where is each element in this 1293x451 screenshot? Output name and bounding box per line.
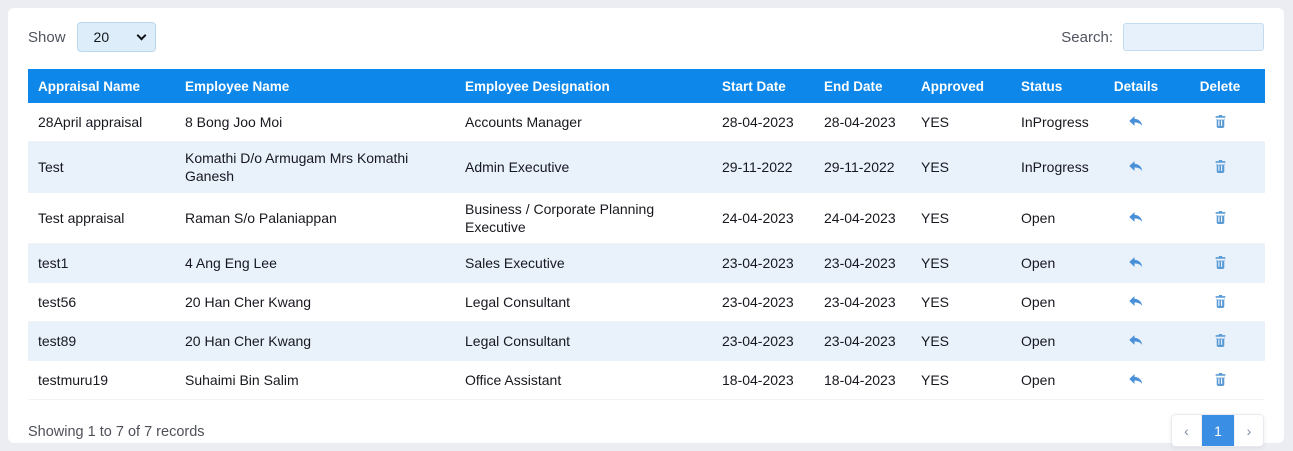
table-row bbox=[28, 103, 1265, 142]
cell-details bbox=[1097, 244, 1175, 283]
cell-approved: YES bbox=[911, 361, 1011, 400]
cell-start-date: 28-04-2023 bbox=[712, 103, 814, 142]
table-row bbox=[28, 193, 1265, 244]
column-header-status: Status bbox=[1011, 69, 1097, 103]
details-button[interactable] bbox=[1123, 251, 1149, 273]
show-label: Show bbox=[28, 28, 66, 46]
delete-button[interactable] bbox=[1210, 331, 1231, 350]
trash-icon bbox=[1214, 114, 1227, 129]
cell-status: Open bbox=[1011, 361, 1097, 400]
cell-end-date: 23-04-2023 bbox=[814, 244, 911, 283]
cell-status: InProgress bbox=[1011, 142, 1097, 193]
cell-end-date: 18-04-2023 bbox=[814, 361, 911, 400]
cell-details bbox=[1097, 283, 1175, 322]
details-button[interactable] bbox=[1123, 110, 1149, 132]
cell-delete bbox=[1175, 361, 1265, 400]
header-row bbox=[28, 69, 1265, 103]
cell-delete bbox=[1175, 244, 1265, 283]
cell-designation: Office Assistant bbox=[455, 361, 712, 400]
cell-status: Open bbox=[1011, 283, 1097, 322]
cell-employee-name: 4 Ang Eng Lee bbox=[175, 244, 455, 283]
reply-arrow-icon bbox=[1127, 253, 1145, 271]
cell-appraisal-name: test1 bbox=[28, 244, 175, 283]
appraisal-table bbox=[28, 69, 1265, 400]
delete-button[interactable] bbox=[1210, 157, 1231, 176]
table-row bbox=[28, 361, 1265, 400]
reply-arrow-icon bbox=[1127, 331, 1145, 349]
column-header-start-date: Start Date bbox=[712, 69, 814, 103]
cell-delete bbox=[1175, 193, 1265, 244]
cell-appraisal-name: test56 bbox=[28, 283, 175, 322]
cell-status: InProgress bbox=[1011, 103, 1097, 142]
pagination-next-button[interactable]: › bbox=[1234, 415, 1263, 446]
cell-delete bbox=[1175, 103, 1265, 142]
table-row bbox=[28, 142, 1265, 193]
table-card bbox=[8, 8, 1284, 443]
cell-status: Open bbox=[1011, 193, 1097, 244]
reply-arrow-icon bbox=[1127, 370, 1145, 388]
cell-start-date: 18-04-2023 bbox=[712, 361, 814, 400]
cell-start-date: 23-04-2023 bbox=[712, 244, 814, 283]
cell-status: Open bbox=[1011, 322, 1097, 361]
cell-details bbox=[1097, 322, 1175, 361]
column-header-details: Details bbox=[1097, 69, 1175, 103]
cell-end-date: 23-04-2023 bbox=[814, 283, 911, 322]
cell-end-date: 29-11-2022 bbox=[814, 142, 911, 193]
pagination bbox=[1171, 414, 1264, 447]
cell-details bbox=[1097, 193, 1175, 244]
column-header-appraisal-name: Appraisal Name bbox=[28, 69, 175, 103]
delete-button[interactable] bbox=[1210, 253, 1231, 272]
details-button[interactable] bbox=[1123, 329, 1149, 351]
cell-delete bbox=[1175, 283, 1265, 322]
cell-appraisal-name: Test appraisal bbox=[28, 193, 175, 244]
table-row bbox=[28, 244, 1265, 283]
cell-appraisal-name: test89 bbox=[28, 322, 175, 361]
column-header-approved: Approved bbox=[911, 69, 1011, 103]
cell-designation: Admin Executive bbox=[455, 142, 712, 193]
delete-button[interactable] bbox=[1210, 292, 1231, 311]
cell-employee-name: 20 Han Cher Kwang bbox=[175, 283, 455, 322]
reply-arrow-icon bbox=[1127, 112, 1145, 130]
cell-employee-name: Suhaimi Bin Salim bbox=[175, 361, 455, 400]
cell-designation: Legal Consultant bbox=[455, 322, 712, 361]
page-size-select-wrap bbox=[77, 22, 156, 52]
cell-appraisal-name: testmuru19 bbox=[28, 361, 175, 400]
table-row bbox=[28, 322, 1265, 361]
details-button[interactable] bbox=[1123, 290, 1149, 312]
records-summary: Showing 1 to 7 of 7 records bbox=[28, 423, 205, 440]
cell-designation: Business / Corporate Planning Executive bbox=[455, 193, 712, 244]
reply-arrow-icon bbox=[1127, 157, 1145, 175]
cell-delete bbox=[1175, 322, 1265, 361]
cell-details bbox=[1097, 103, 1175, 142]
cell-details bbox=[1097, 361, 1175, 400]
column-header-end-date: End Date bbox=[814, 69, 911, 103]
table-body bbox=[28, 103, 1265, 400]
column-header-employee-name: Employee Name bbox=[175, 69, 455, 103]
cell-end-date: 28-04-2023 bbox=[814, 103, 911, 142]
trash-icon bbox=[1214, 159, 1227, 174]
column-header-employee-designation: Employee Designation bbox=[455, 69, 712, 103]
trash-icon bbox=[1214, 294, 1227, 309]
trash-icon bbox=[1214, 333, 1227, 348]
reply-arrow-icon bbox=[1127, 292, 1145, 310]
table-row bbox=[28, 283, 1265, 322]
cell-approved: YES bbox=[911, 283, 1011, 322]
cell-designation: Sales Executive bbox=[455, 244, 712, 283]
search-input[interactable] bbox=[1123, 23, 1264, 51]
cell-appraisal-name: 28April appraisal bbox=[28, 103, 175, 142]
delete-button[interactable] bbox=[1210, 370, 1231, 389]
pagination-prev-button[interactable]: ‹ bbox=[1172, 415, 1201, 446]
details-button[interactable] bbox=[1123, 206, 1149, 228]
cell-end-date: 24-04-2023 bbox=[814, 193, 911, 244]
cell-employee-name: Komathi D/o Armugam Mrs Komathi Ganesh bbox=[175, 142, 455, 193]
cell-approved: YES bbox=[911, 193, 1011, 244]
cell-end-date: 23-04-2023 bbox=[814, 322, 911, 361]
cell-start-date: 23-04-2023 bbox=[712, 322, 814, 361]
cell-appraisal-name: Test bbox=[28, 142, 175, 193]
search-label: Search: bbox=[1061, 28, 1113, 46]
details-button[interactable] bbox=[1123, 368, 1149, 390]
cell-designation: Accounts Manager bbox=[455, 103, 712, 142]
table-header bbox=[28, 69, 1265, 103]
cell-employee-name: Raman S/o Palaniappan bbox=[175, 193, 455, 244]
cell-start-date: 23-04-2023 bbox=[712, 283, 814, 322]
cell-approved: YES bbox=[911, 244, 1011, 283]
cell-designation: Legal Consultant bbox=[455, 283, 712, 322]
cell-start-date: 29-11-2022 bbox=[712, 142, 814, 193]
cell-approved: YES bbox=[911, 103, 1011, 142]
table-footer bbox=[28, 414, 1264, 447]
table-controls bbox=[28, 22, 1264, 52]
cell-status: Open bbox=[1011, 244, 1097, 283]
cell-start-date: 24-04-2023 bbox=[712, 193, 814, 244]
pagination-page-1-button[interactable]: 1 bbox=[1201, 415, 1234, 446]
cell-employee-name: 20 Han Cher Kwang bbox=[175, 322, 455, 361]
delete-button[interactable] bbox=[1210, 208, 1231, 227]
cell-delete bbox=[1175, 142, 1265, 193]
cell-approved: YES bbox=[911, 322, 1011, 361]
delete-button[interactable] bbox=[1210, 112, 1231, 131]
column-header-delete: Delete bbox=[1175, 69, 1265, 103]
details-button[interactable] bbox=[1123, 155, 1149, 177]
reply-arrow-icon bbox=[1127, 208, 1145, 226]
trash-icon bbox=[1214, 255, 1227, 270]
page-size-select[interactable] bbox=[77, 22, 156, 52]
cell-details bbox=[1097, 142, 1175, 193]
trash-icon bbox=[1214, 372, 1227, 387]
cell-approved: YES bbox=[911, 142, 1011, 193]
cell-employee-name: 8 Bong Joo Moi bbox=[175, 103, 455, 142]
trash-icon bbox=[1214, 210, 1227, 225]
